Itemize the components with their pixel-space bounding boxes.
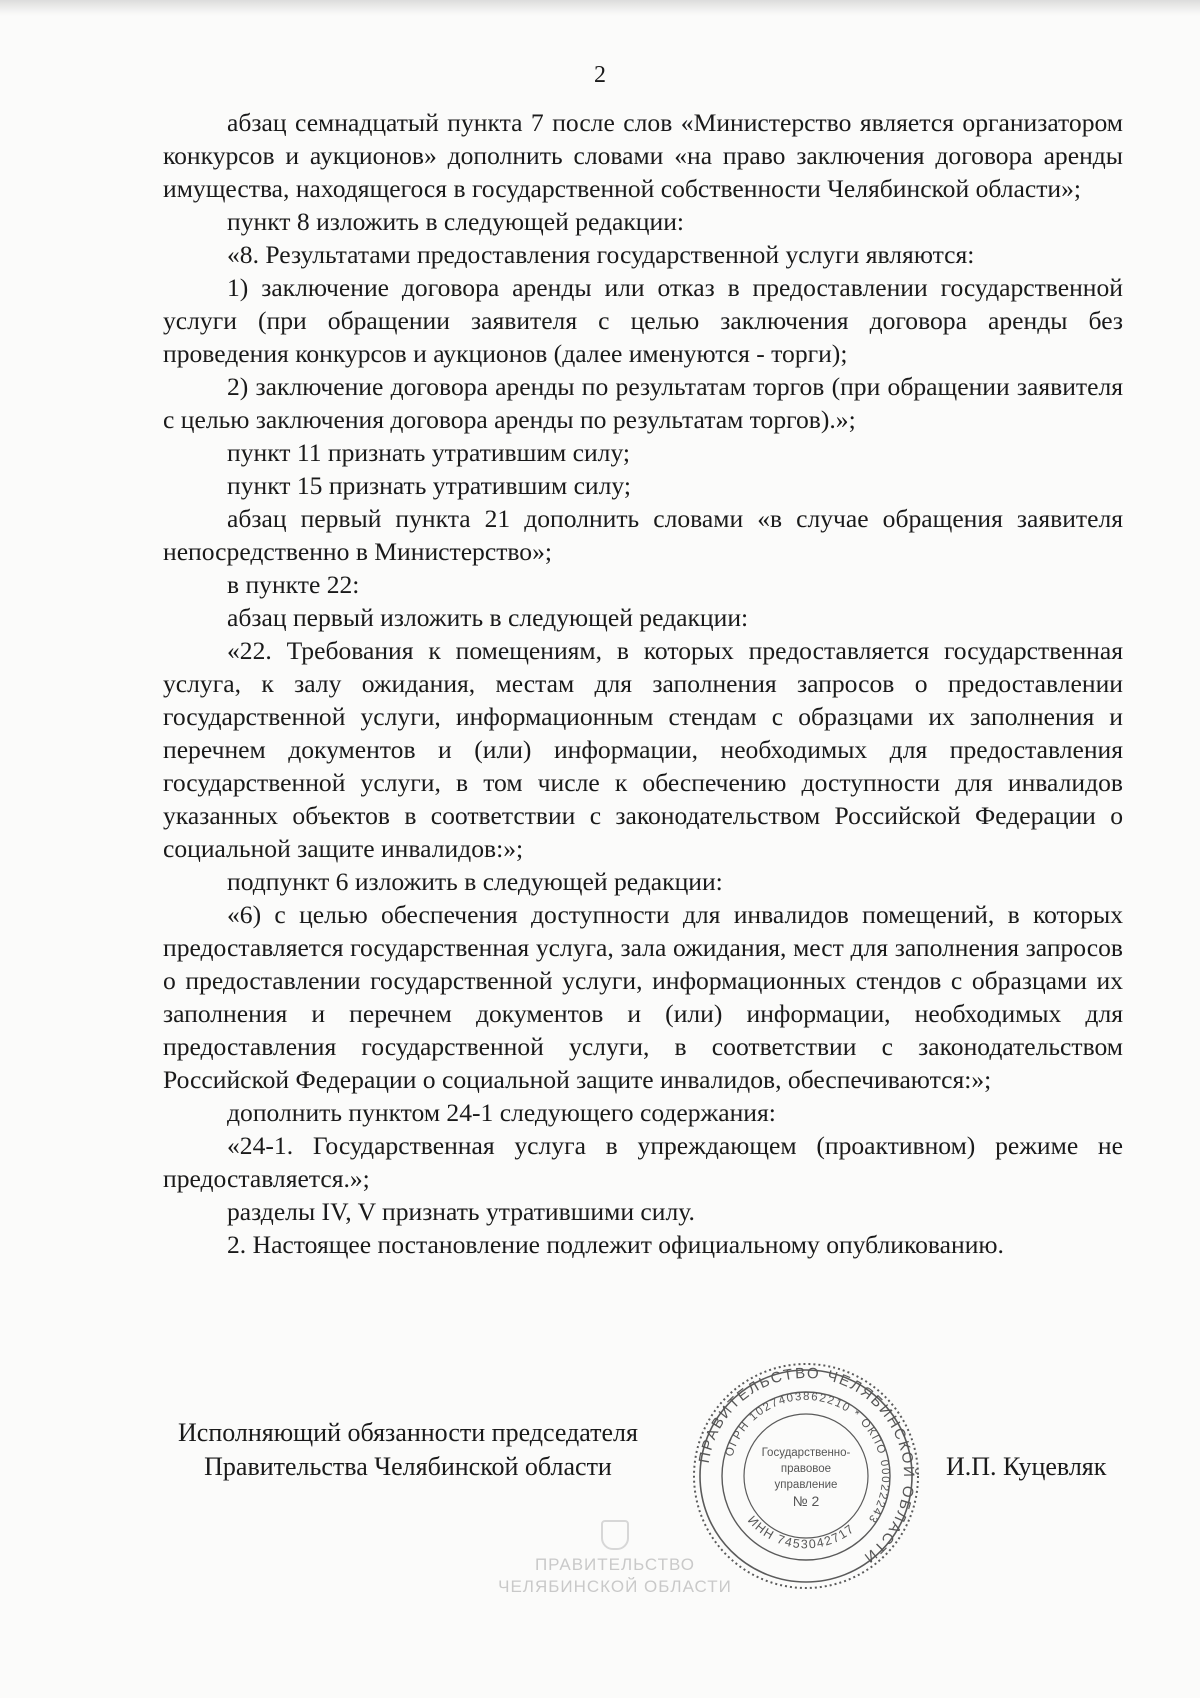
seal-center-line: правовое	[780, 1463, 832, 1475]
paragraph: «22. Требования к помещениям, в которых предоставляется государственная услуга, к залу ожидания, местам для заполнения запросов о предоставлении государственной услуги, информационным стендам с образцами их заполнения и перечнем документов и (или) информации, необходимых для предоставления государственной услуги, в том числе к обеспечению доступности для инвалидов указанных объектов в соответствии с законодательством Российской Федерации о социальной защите инвалидов:»;	[163, 636, 1123, 863]
signatory-position	[158, 1416, 658, 1484]
seal-center-line: № 2	[792, 1493, 820, 1509]
paragraph: пункт 8 изложить в следующей редакции:	[227, 207, 685, 236]
page-number: 2	[594, 62, 606, 88]
watermark-line: ПРАВИТЕЛЬСТВО	[534, 1555, 696, 1574]
paragraph: абзац семнадцатый пункта 7 после слов «Министерство является организатором конкурсов и аукционов» дополнить словами «на право заключения договора аренды имущества, находящегося в государственной собственности Челябинской области»;	[163, 108, 1123, 203]
scan-edge	[0, 0, 1200, 16]
paragraph: 2) заключение договора аренды по результатам торгов (при обращении заявителя с целью заключения договора аренды по результатам торгов).»;	[163, 372, 1123, 434]
paragraph: 2. Настоящее постановление подлежит официальному опубликованию.	[227, 1230, 1004, 1259]
paragraph: «6) с целью обеспечения доступности для инвалидов помещений, в которых предоставляется государственная услуга, зала ожидания, мест для заполнения запросов о предоставлении государственной услуги, информационных стендов с образцами их заполнения и перечнем документов и (или) информации, необходимых для предоставления государственной услуги, в соответствии с законодательством Российской Федерации о социальной защите инвалидов, обеспечиваются:»;	[163, 900, 1123, 1094]
paragraph: дополнить пунктом 24-1 следующего содержания:	[227, 1098, 776, 1127]
signatory-name: И.П. Куцевляк	[946, 1452, 1107, 1481]
seal-bottom-text: ИНН 7453042717	[744, 1513, 858, 1552]
seal-inner-text: ОГРН 1027403862210 * ОКПО 00022243	[723, 1390, 892, 1526]
watermark	[475, 1520, 755, 1598]
seal-center-line: управление	[774, 1479, 838, 1491]
paragraph: пункт 11 признать утратившим силу;	[227, 438, 631, 467]
paragraph: абзац первый пункта 21 дополнить словами «в случае обращения заявителя непосредственно в Министерство»;	[163, 504, 1123, 566]
paragraph: разделы IV, V признать утратившими силу.	[227, 1197, 695, 1226]
seal-outer-text: ПРАВИТЕЛЬСТВО ЧЕЛЯБИНСКОЙ ОБЛАСТИ	[695, 1364, 918, 1567]
paragraph: подпункт 6 изложить в следующей редакции:	[227, 867, 723, 896]
signatory-position-line: Правительства Челябинской области	[204, 1452, 612, 1481]
paragraph: 1) заключение договора аренды или отказ в предоставлении государственной услуги (при обращении заявителя с целью заключения договора аренды без проведения конкурсов и аукционов (далее именуются - торги);	[163, 273, 1123, 368]
paragraph: «24-1. Государственная услуга в упреждающем (проактивном) режиме не предоставляется.»;	[163, 1131, 1123, 1193]
paragraph: в пункте 22:	[227, 570, 360, 599]
coat-of-arms-icon	[601, 1520, 629, 1550]
watermark-line: ЧЕЛЯБИНСКОЙ ОБЛАСТИ	[498, 1577, 732, 1596]
document-body	[163, 106, 1123, 1261]
seal-center-line: Государственно-	[761, 1447, 851, 1459]
paragraph: пункт 15 признать утратившим силу;	[227, 471, 631, 500]
paragraph: абзац первый изложить в следующей редакции:	[227, 603, 749, 632]
paragraph: «8. Результатами предоставления государственной услуги являются:	[227, 240, 975, 269]
signatory-position-line: Исполняющий обязанности председателя	[178, 1418, 638, 1447]
